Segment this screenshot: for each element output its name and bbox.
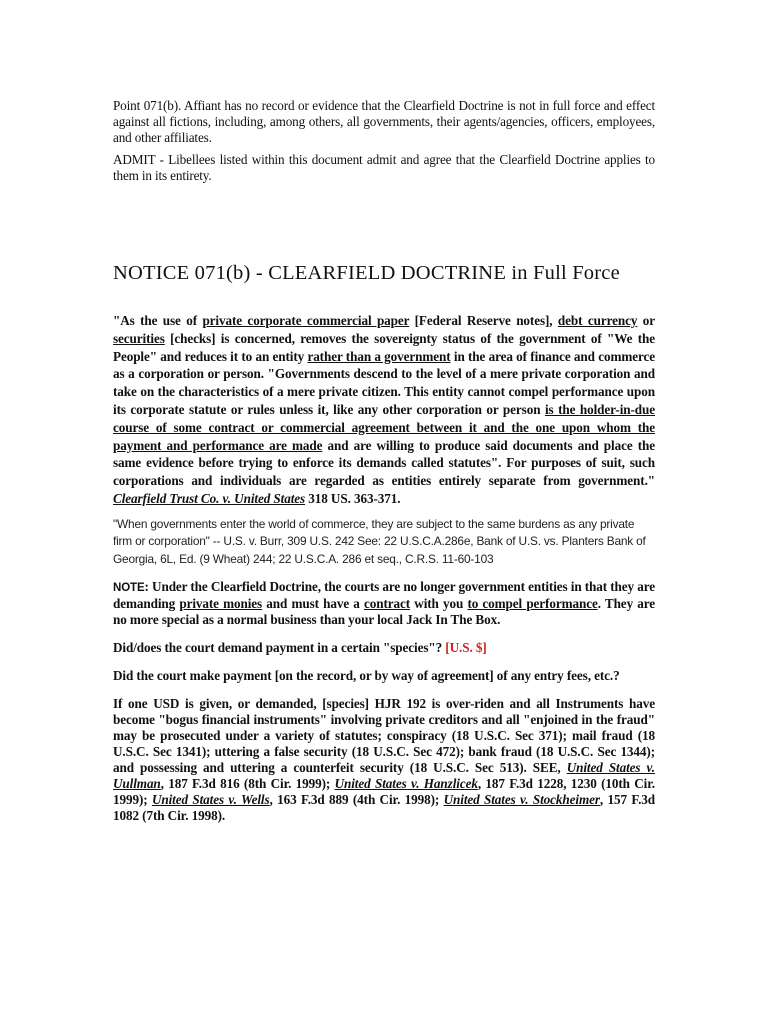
quote-text-2: [Federal Reserve notes], [409, 313, 558, 328]
note-text-3: with you [410, 595, 468, 611]
quote-underline-3: securities [113, 330, 165, 346]
quote-underline-2: debt currency [557, 313, 638, 328]
quote-underline-5: is the holder-in-due course of some contract or commercial agreement between it and the one upon whom the payment and performance are made [113, 401, 656, 453]
case-ullman: United States v. Uullman [113, 759, 656, 791]
notice-heading: NOTICE 071(b) - CLEARFIELD DOCTRINE in Full Force [113, 262, 620, 284]
note-text-2: and must have a [262, 595, 364, 611]
final-text-3: , 187 F.3d 1228, 1230 (10th Cir. 1999); [113, 775, 655, 807]
quote-underline-4: rather than a government [307, 348, 451, 364]
final-text-2: , 187 F.3d 816 (8th Cir. 1999); [160, 775, 335, 791]
clearfield-quote [113, 312, 655, 508]
note-label: NOTE [113, 581, 145, 594]
species-question-text: Did/does the court demand payment in a certain "species"? [113, 639, 446, 655]
note-underline-3: to compel performance [467, 595, 598, 611]
species-question-answer: [U.S. $] [445, 639, 487, 655]
quote-text-4: [checks] is concerned, removes the sovereignty status of the government of "We the People" and reduces it to an entity [113, 330, 655, 364]
final-text-4: , 163 F.3d 889 (4th Cir. 1998); [269, 791, 444, 807]
final-text-1: If one USD is given, or demanded, [species] HJR 192 is over-riden and all Instruments have become "bogus financial instruments" involving private creditors and all "enjoined in the fraud" may be prosecuted under a variety of statutes; conspiracy (18 U.S.C. Sec 371); mail fraud (18 U.S.C. Sec 1341); uttering a false security (18 U.S.C. Sec 472); bank fraud (18 U.S.C. Sec 1344); and possessing and uttering a counterfeit security (18 U.S.C. Sec 513). SEE, [113, 695, 655, 775]
note-paragraph [113, 579, 655, 628]
case-stockheimer: United States v. Stockheimer [443, 791, 600, 807]
case-hanzlicek: United States v. Hanzlicek [334, 775, 478, 791]
quote-text-3: or [637, 313, 655, 328]
entry-fees-question: Did the court make payment [on the record, or by way of agreement] of any entry fees, etc.? [113, 667, 620, 683]
quote-underline-1: private corporate commercial paper [202, 313, 410, 328]
quote-text-6: and are willing to produce said documents and place the same evidence before trying to enforce its demands called statutes". For purposes of suit, such corporations and individuals are regarded as entities entirely separate from government." [113, 437, 655, 489]
quote-case-citation: Clearfield Trust Co. v. United States [113, 490, 306, 506]
quote-text-5: in the area of finance and commerce as a corporation or person. "Governments descend to the level of a mere private corporation and take on the characteristics of a mere private citizen. This entity cannot compel performance upon its corporate statute or rules unless it, like any other corporation or person [113, 348, 656, 417]
note-underline-1: private monies [179, 595, 263, 611]
note-text-1: : Under the Clearfield Doctrine, the courts are no longer government entities in that they are demanding [113, 578, 655, 611]
point-paragraph: Point 071(b). Affiant has no record or evidence that the Clearfield Doctrine is not in full force and effect against all fictions, including, among others, all governments, their agents/agencies, officers, employees, and other affiliates. [113, 98, 655, 145]
note-text-4: . They are no more special as a normal business than your local Jack In The Box. [113, 595, 656, 627]
quote-text-1: "As the use of [113, 313, 203, 328]
quote-text-7: 318 US. 363-371. [305, 490, 401, 506]
final-text-5: , 157 F.3d 1082 (7th Cir. 1998). [113, 791, 655, 823]
note-underline-2: contract [364, 595, 411, 611]
case-wells: United States v. Wells [151, 791, 270, 807]
species-question [113, 640, 655, 656]
final-paragraph [113, 696, 655, 824]
burr-quote: "When governments enter the world of commerce, they are subject to the same burdens as any private firm or corporation" -- U.S. v. Burr, 309 U.S. 242 See: 22 U.S.C.A.286e, Bank of U.S. vs. Planters Bank of Georgia, 6L, Ed. (9 Wheat) 244; 22 U.S.C.A. 286 et seq., C.R.S. 11-60-103 [113, 516, 646, 566]
admit-paragraph: ADMIT - Libellees listed within this document admit and agree that the Clearfield Doctrine applies to them in its entirety. [113, 152, 655, 183]
